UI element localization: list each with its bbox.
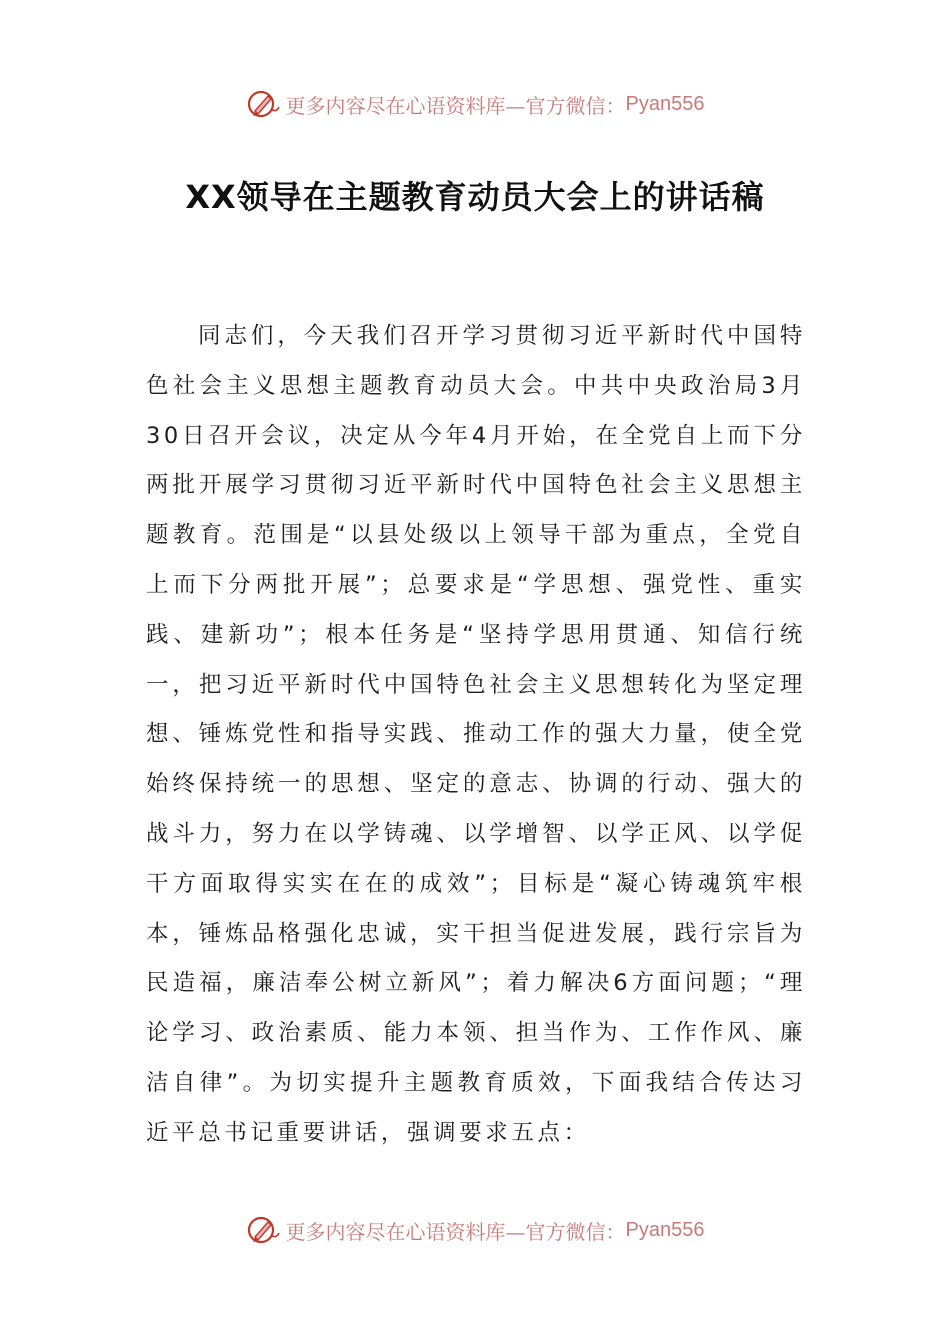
header-watermark <box>0 84 950 124</box>
watermark-text: 更多内容尽在心语资料库—官方微信： <box>285 1219 626 1244</box>
pen-logo-icon <box>246 87 280 121</box>
footer-watermark <box>0 1210 950 1250</box>
watermark-text: 更多内容尽在心语资料库—官方微信： <box>285 93 626 118</box>
document-title: XX领导在主题教育动员大会上的讲话稿 <box>185 178 765 216</box>
pen-logo-icon <box>246 1213 280 1247</box>
body-paragraph: 同志们，今天我们召开学习贯彻习近平新时代中国特色社会主义思想主题教育动员大会。中共中央政治局3月30日召开会议，决定从今年4月开始，在全党自上而下分两批开展学习贯彻习近平新时代中国特色社会主义思想主题教育。范围是“以县处级以上领导干部为重点，全党自上而下分两批开展”；总要求是“学思想、强党性、重实践、建新功”；根本任务是“坚持学思用贯通、知信行统一，把习近平新时代中国特色社会主义思想转化为坚定理想、锤炼党性和指导实践、推动工作的强大力量，使全党始终保持统一的思想、坚定的意志、协调的行动、强大的战斗力，努力在以学铸魂、以学增智、以学正风、以学促干方面取得实实在在的成效”；目标是“凝心铸魂筑牢根本，锤炼品格强化忠诚，实干担当促进发展，践行宗旨为民造福，廉洁奉公树立新风”；着力解决6方面问题；“理论学习、政治素质、能力本领、担当作为、工作作风、廉洁自律”。为切实提升主题教育质效，下面我结合传达习近平总书记重要讲话，强调要求五点： <box>146 323 806 1146</box>
watermark-wechat-id: Pyan556 <box>625 92 705 115</box>
watermark-wechat-id: Pyan556 <box>625 1218 705 1241</box>
